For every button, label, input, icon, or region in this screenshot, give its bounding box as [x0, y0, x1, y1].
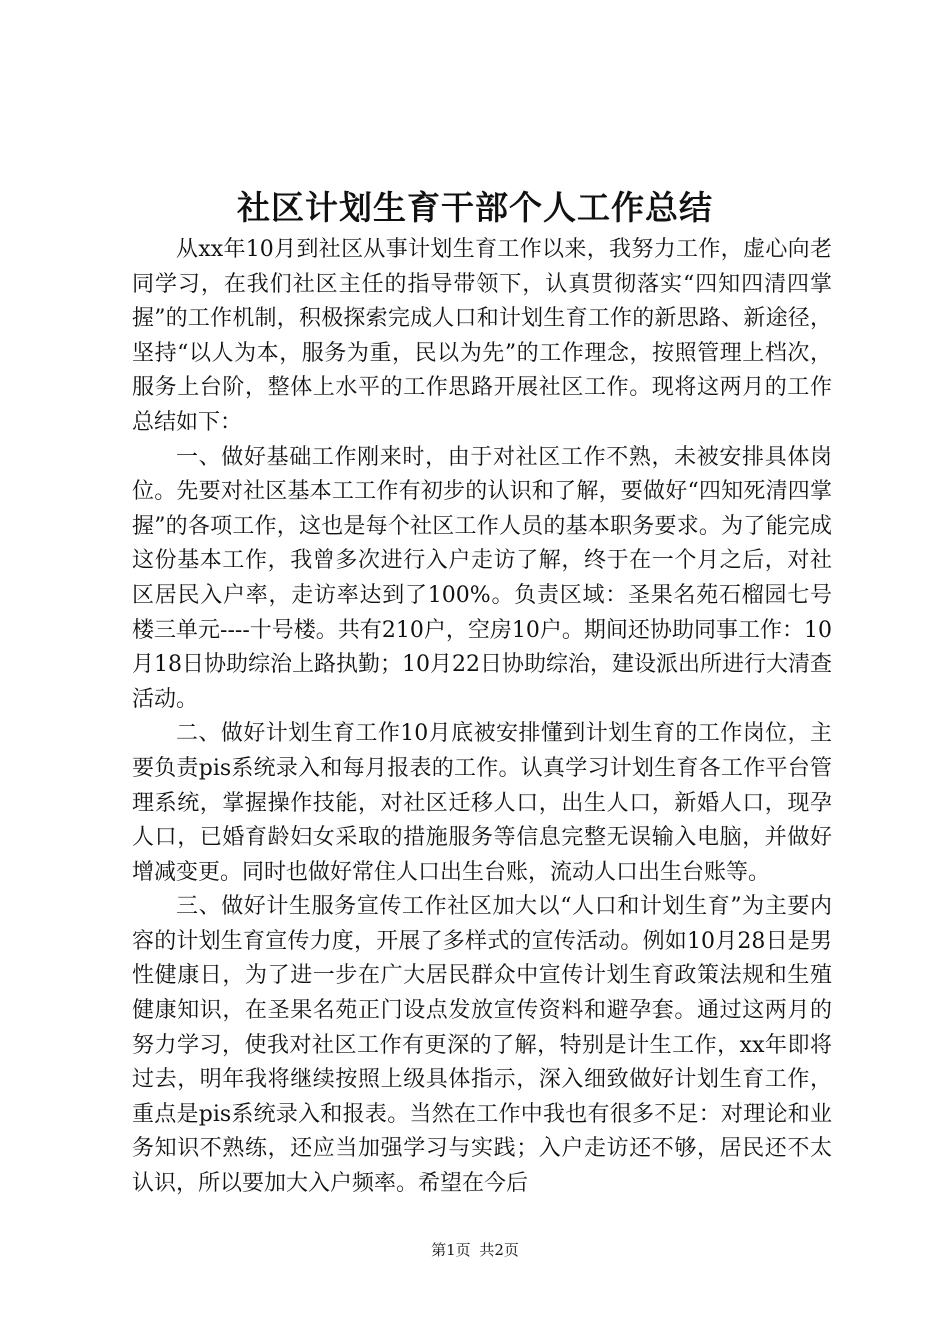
document-body: [132, 233, 832, 1202]
page-footer: [0, 1240, 950, 1260]
paragraph-section-3: 三、做好计生服务宣传工作社区加大以“人口和计划生育”为主要内容的计划生育宣传力度，开展了多样式的宣传活动。例如10月28日是男性健康日，为了进一步在广大居民群众中宣传计划生育政策法规和生殖健康知识，在圣果名苑正门设点发放宣传资料和避孕套。通过这两月的努力学习，使我对社区工作有更深的了解，特别是计生工作，xx年即将过去，明年我将继续按照上级具体指示，深入细致做好计划生育工作，重点是pis系统录入和报表。当然在工作中我也有很多不足：对理论和业务知识不熟练，还应当加强学习与实践；入户走访还不够，居民还不太认识，所以要加大入户频率。希望在今后: [132, 894, 832, 1197]
page-number: 第1页: [431, 1241, 471, 1259]
paragraph-intro: 从xx年10月到社区从事计划生育工作以来，我努力工作，虚心向老同学习，在我们社区主任的指导带领下，认真贯彻落实“四知四清四掌握”的工作机制，积极探索完成人口和计划生育工作的新思路、新途径，坚持“以人为本，服务为重，民以为先”的工作理念，按照管理上档次，服务上台阶，整体上水平的工作思路开展社区工作。现将这两月的工作总结如下：: [132, 237, 832, 435]
paragraph-section-2: 二、做好计划生育工作10月底被安排懂到计划生育的工作岗位，主要负责pis系统录入和每月报表的工作。认真学习计划生育各工作平台管理系统，掌握操作技能，对社区迁移人口，出生人口，新婚人口，现孕人口，已婚育龄妇女采取的措施服务等信息完整无误输入电脑，并做好增减变更。同时也做好常住人口出生台账，流动人口出生台账等。: [132, 721, 832, 885]
document-title: 社区计划生育干部个人工作总结: [237, 188, 713, 227]
paragraph-section-1: 一、做好基础工作刚来时，由于对社区工作不熟，未被安排具体岗位。先要对社区基本工工作有初步的认识和了解，要做好“四知死清四掌握”的各项工作，这也是每个社区工作人员的基本职务要求。为了能完成这份基本工作，我曾多次进行入户走访了解，终于在一个月之后，对社区居民入户率，走访率达到了100%。负责区域：圣果名苑石榴园七号楼三单元----十号楼。共有210户，空房10户。期间还协助同事工作：10月18日协助综治上路执勤；10月22日协助综治，建设派出所进行大清查活动。: [132, 444, 832, 712]
page-total: 共2页: [479, 1241, 519, 1259]
